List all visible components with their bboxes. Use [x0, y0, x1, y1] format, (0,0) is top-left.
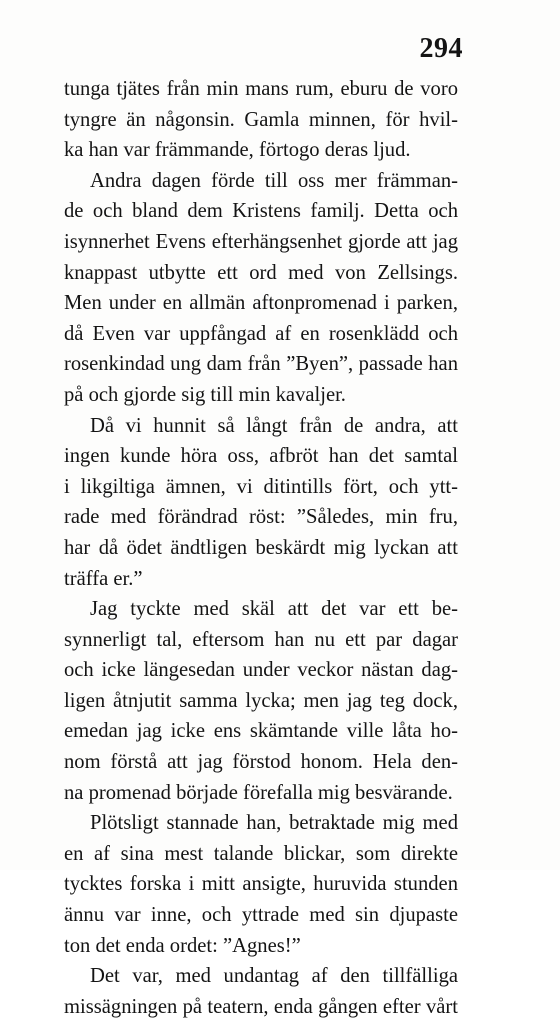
text-line: ingen kunde höra oss, afbröt han det samtal	[64, 445, 458, 468]
text-line: nom förstå att jag förstod honom. Hela den-	[64, 751, 458, 774]
text-line: emedan jag icke ens skämtande ville låta ho-	[64, 720, 458, 743]
text-line: ännu var inne, och yttrade med sin djupaste	[64, 904, 458, 927]
text-line: i likgiltiga ämnen, vi ditintills fört, och ytt-	[64, 475, 458, 498]
text-line: tycktes forska i mitt ansigte, huruvida stunden	[64, 873, 458, 896]
text-line: missägningen på teatern, enda gången efter vårt	[64, 995, 458, 1018]
paragraph	[64, 961, 458, 1022]
text-line: på och gjorde sig till min kavaljer.	[64, 383, 346, 406]
text-line: isynnerhet Evens efterhängsenhet gjorde att jag	[64, 230, 458, 253]
text-line: Andra dagen förde till oss mer främman-	[90, 169, 458, 192]
text-line: de och bland dem Kristens familj. Detta och	[64, 200, 458, 223]
text-line: tyngre än någonsin. Gamla minnen, för hvil-	[64, 108, 458, 131]
text-line: en af sina mest talande blickar, som direkte	[64, 842, 458, 865]
text-line: ligen åtnjutit samma lycka; men jag teg dock,	[64, 689, 458, 712]
text-line: knappast utbytte ett ord med von Zellsings.	[64, 261, 458, 284]
text-line: då Even var uppfångad af en rosenklädd och	[64, 322, 458, 345]
text-line: Då vi hunnit så långt från de andra, att	[90, 414, 458, 437]
text-line: ka han var främmande, förtogo deras ljud.	[64, 139, 411, 162]
text-line: synnerligt tal, eftersom han nu ett par dagar	[64, 628, 458, 651]
text-line: ton det enda ordet: ”Agnes!”	[64, 934, 301, 957]
paragraph	[64, 74, 458, 166]
paragraph	[64, 808, 458, 961]
paragraph	[64, 166, 458, 411]
text-line: Jag tyckte med skäl att det var ett be-	[90, 598, 458, 621]
text-line: och icke längesedan under veckor nästan dag-	[64, 659, 458, 682]
text-line: na promenad började förefalla mig besvärande.	[64, 781, 453, 804]
paragraph	[64, 594, 458, 808]
body-text	[64, 74, 458, 1022]
text-line: rade med förändrad röst: ”Således, min fru,	[64, 506, 458, 529]
text-line: rosenkindad ung dam från ”Byen”, passade han	[64, 353, 458, 376]
text-line: Men under en allmän aftonpromenad i parken,	[64, 292, 458, 315]
text-line: Plötsligt stannade han, betraktade mig med	[90, 812, 458, 835]
page-number: 294	[419, 33, 463, 64]
text-line: Det var, med undantag af den tillfälliga	[90, 965, 458, 988]
text-line: träffa er.”	[64, 567, 143, 590]
text-line: har då ödet ändtligen beskärdt mig lyckan att	[64, 536, 458, 559]
text-line: tunga tjätes från min mans rum, eburu de voro	[64, 78, 458, 100]
paragraph	[64, 411, 458, 595]
